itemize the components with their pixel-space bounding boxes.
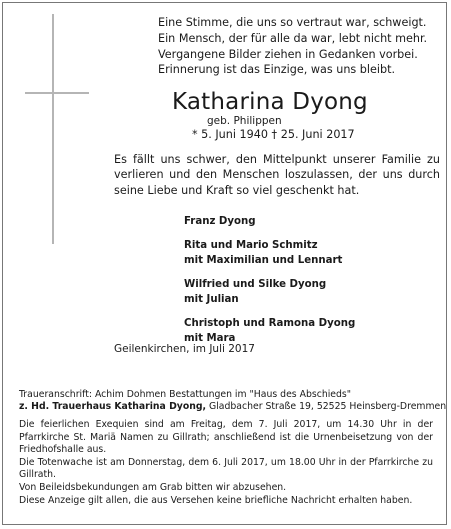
life-dates: * 5. Juni 1940 † 25. Juni 2017 — [192, 128, 355, 141]
mourner-name: Franz Dyong — [184, 216, 256, 227]
poem-line: Ein Mensch, der für alle da war, lebt nicht mehr. — [158, 31, 428, 45]
mourner-name: mit Mara — [184, 333, 236, 344]
place-date: Geilenkirchen, im Juli 2017 — [114, 343, 255, 355]
intro-text: Es fällt uns schwer, den Mittelpunkt unserer Familie zu verlieren und den Menschen loszulassen, der uns durch seine Liebe und Kraft so viel geschenkt hat. — [114, 153, 440, 197]
footer-notice — [19, 389, 447, 507]
poem-line: Vergangene Bilder ziehen in Gedanken vorbei. — [158, 47, 418, 61]
mourning-house-street: Gladbacher Straße 19, 52525 Heinsberg-Dremmen — [206, 401, 447, 413]
mourners-list — [184, 214, 424, 355]
cross-horizontal-bar — [25, 92, 89, 94]
mourning-address: Traueranschrift: Achim Dohmen Bestattungen im "Haus des Abschieds" — [19, 389, 352, 400]
mourning-house-name: z. Hd. Trauerhaus Katharina Dyong, — [19, 401, 207, 413]
mourner-group — [184, 316, 424, 346]
condolence-notice: Von Beileidsbekundungen am Grab bitten wir abzusehen. — [19, 482, 287, 494]
mourning-address-line2 — [19, 401, 447, 413]
mourner-name: Rita und Mario Schmitz — [184, 240, 318, 251]
poem — [158, 15, 443, 78]
exequien-notice: Die feierlichen Exequien sind am Freitag, dem 7. Juli 2017, um 14.30 Uhr in der Pfarrkirche St. Mariä Namen zu Gillrath; anschließend ist die Urnenbeisetzung von der Friedhofshalle aus. — [19, 419, 433, 455]
mourner-name: mit Julian — [184, 294, 239, 305]
mourner-group — [184, 238, 424, 268]
poem-line: Erinnerung ist das Einzige, was uns bleibt. — [158, 63, 396, 77]
general-notice: Diese Anzeige gilt allen, die aus Versehen keine briefliche Nachricht erhalten haben. — [19, 494, 413, 506]
cross-vertical-bar — [52, 14, 54, 244]
birth-name: geb. Philippen — [207, 115, 282, 127]
mourner-group — [184, 277, 424, 307]
mourner-group — [184, 214, 424, 229]
mourner-name: Wilfried und Silke Dyong — [184, 279, 327, 290]
mourner-name: Christoph und Ramona Dyong — [184, 318, 356, 329]
poem-line: Eine Stimme, die uns so vertraut war, schweigt. — [158, 16, 427, 29]
mourner-name: mit Maximilian und Lennart — [184, 255, 343, 266]
wake-notice: Die Totenwache ist am Donnerstag, dem 6. Juli 2017, um 18.00 Uhr in der Pfarrkirche zu Gillrath. — [19, 457, 433, 481]
deceased-name: Katharina Dyong — [172, 89, 368, 115]
